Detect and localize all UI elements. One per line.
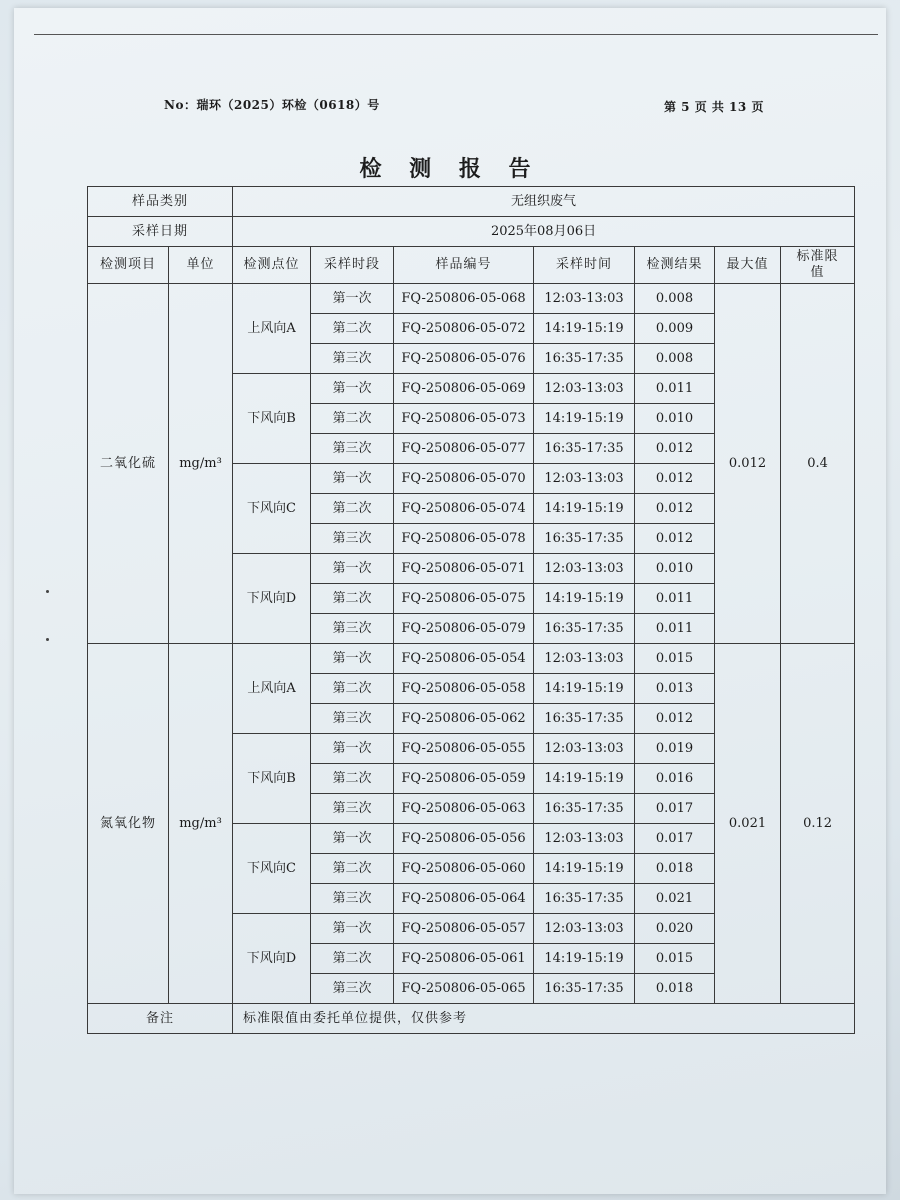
- result-cell: 0.020: [635, 914, 715, 944]
- sampling-point-cell: 下风向D: [233, 554, 311, 644]
- sampling-point-cell: 下风向B: [233, 374, 311, 464]
- sampling-point-cell: 下风向C: [233, 824, 311, 914]
- remarks-label: 备注: [88, 1004, 233, 1034]
- sampling-time-cell: 16:35-17:35: [534, 974, 635, 1004]
- sampling-time-cell: 14:19-15:19: [534, 314, 635, 344]
- result-cell: 0.010: [635, 554, 715, 584]
- sampling-period-cell: 第二次: [311, 854, 394, 884]
- sampling-time-cell: 14:19-15:19: [534, 674, 635, 704]
- result-cell: 0.013: [635, 674, 715, 704]
- result-cell: 0.012: [635, 434, 715, 464]
- sample-id-cell: FQ-250806-05-069: [394, 374, 534, 404]
- sampling-time-cell: 12:03-13:03: [534, 554, 635, 584]
- sampling-time-cell: 16:35-17:35: [534, 794, 635, 824]
- sample-id-cell: FQ-250806-05-075: [394, 584, 534, 614]
- column-header: 最大值: [715, 247, 781, 284]
- sampling-period-cell: 第二次: [311, 764, 394, 794]
- result-cell: 0.015: [635, 944, 715, 974]
- column-header: 样品编号: [394, 247, 534, 284]
- table-row: [88, 284, 855, 314]
- sampling-period-cell: 第一次: [311, 374, 394, 404]
- column-header: 采样时段: [311, 247, 394, 284]
- column-header-row: [88, 247, 855, 284]
- sampling-period-cell: 第三次: [311, 704, 394, 734]
- sample-id-cell: FQ-250806-05-056: [394, 824, 534, 854]
- sampling-time-cell: 14:19-15:19: [534, 584, 635, 614]
- result-cell: 0.019: [635, 734, 715, 764]
- max-value-cell: 0.012: [715, 284, 781, 644]
- sampling-period-cell: 第三次: [311, 524, 394, 554]
- sampling-time-cell: 12:03-13:03: [534, 284, 635, 314]
- sampling-time-cell: 16:35-17:35: [534, 344, 635, 374]
- result-cell: 0.012: [635, 494, 715, 524]
- result-cell: 0.015: [635, 644, 715, 674]
- sample-id-cell: FQ-250806-05-074: [394, 494, 534, 524]
- sampling-period-cell: 第三次: [311, 884, 394, 914]
- column-header: 检测项目: [88, 247, 169, 284]
- column-header: 单位: [169, 247, 233, 284]
- sample-id-cell: FQ-250806-05-078: [394, 524, 534, 554]
- sample-id-cell: FQ-250806-05-070: [394, 464, 534, 494]
- sampling-time-cell: 14:19-15:19: [534, 404, 635, 434]
- sampling-time-cell: 12:03-13:03: [534, 824, 635, 854]
- sampling-period-cell: 第二次: [311, 404, 394, 434]
- result-cell: 0.011: [635, 584, 715, 614]
- result-cell: 0.016: [635, 764, 715, 794]
- result-cell: 0.011: [635, 374, 715, 404]
- table-row: [88, 644, 855, 674]
- sample-id-cell: FQ-250806-05-073: [394, 404, 534, 434]
- sampling-period-cell: 第二次: [311, 314, 394, 344]
- sample-id-cell: FQ-250806-05-059: [394, 764, 534, 794]
- sample-id-cell: FQ-250806-05-063: [394, 794, 534, 824]
- sampling-point-cell: 下风向D: [233, 914, 311, 1004]
- sampling-point-cell: 下风向C: [233, 464, 311, 554]
- sampling-time-cell: 16:35-17:35: [534, 704, 635, 734]
- sample-type-value: 无组织废气: [233, 187, 855, 217]
- unit-cell: mg/m³: [169, 284, 233, 644]
- sampling-period-cell: 第三次: [311, 434, 394, 464]
- header-rule: [34, 34, 878, 35]
- sampling-time-cell: 14:19-15:19: [534, 944, 635, 974]
- max-value-cell: 0.021: [715, 644, 781, 1004]
- sampling-time-cell: 14:19-15:19: [534, 764, 635, 794]
- sample-id-cell: FQ-250806-05-057: [394, 914, 534, 944]
- result-cell: 0.017: [635, 794, 715, 824]
- sampling-period-cell: 第二次: [311, 584, 394, 614]
- sampling-time-cell: 16:35-17:35: [534, 524, 635, 554]
- result-cell: 0.012: [635, 464, 715, 494]
- test-item-cell: 二氧化硫: [88, 284, 169, 644]
- remarks-text: 标准限值由委托单位提供，仅供参考: [233, 1004, 855, 1034]
- column-header: 采样时间: [534, 247, 635, 284]
- sampling-time-cell: 12:03-13:03: [534, 914, 635, 944]
- sampling-period-cell: 第三次: [311, 794, 394, 824]
- paper-speck: [46, 590, 49, 593]
- sample-id-cell: FQ-250806-05-060: [394, 854, 534, 884]
- sampling-date-value: 2025年08月06日: [233, 217, 855, 247]
- sampling-date-label: 采样日期: [88, 217, 233, 247]
- sampling-point-cell: 下风向B: [233, 734, 311, 824]
- report-number: No：瑞环（2025）环检（0618）号: [164, 98, 380, 112]
- sample-id-cell: FQ-250806-05-072: [394, 314, 534, 344]
- sampling-period-cell: 第三次: [311, 614, 394, 644]
- result-cell: 0.012: [635, 524, 715, 554]
- result-cell: 0.008: [635, 344, 715, 374]
- sampling-period-cell: 第三次: [311, 344, 394, 374]
- sample-id-cell: FQ-250806-05-061: [394, 944, 534, 974]
- sampling-period-cell: 第一次: [311, 914, 394, 944]
- sampling-point-cell: 上风向A: [233, 644, 311, 734]
- result-cell: 0.018: [635, 974, 715, 1004]
- sample-id-cell: FQ-250806-05-076: [394, 344, 534, 374]
- sampling-period-cell: 第二次: [311, 494, 394, 524]
- sampling-time-cell: 16:35-17:35: [534, 884, 635, 914]
- result-cell: 0.008: [635, 284, 715, 314]
- sampling-period-cell: 第一次: [311, 824, 394, 854]
- sampling-point-cell: 上风向A: [233, 284, 311, 374]
- column-header: 检测结果: [635, 247, 715, 284]
- sampling-period-cell: 第一次: [311, 644, 394, 674]
- sample-id-cell: FQ-250806-05-064: [394, 884, 534, 914]
- sampling-time-cell: 14:19-15:19: [534, 494, 635, 524]
- sample-id-cell: FQ-250806-05-058: [394, 674, 534, 704]
- result-cell: 0.010: [635, 404, 715, 434]
- sampling-period-cell: 第一次: [311, 284, 394, 314]
- report-title: 检 测 报 告: [359, 156, 541, 182]
- column-header: 检测点位: [233, 247, 311, 284]
- report-page: [14, 8, 886, 1194]
- sampling-period-cell: 第一次: [311, 554, 394, 584]
- sample-id-cell: FQ-250806-05-079: [394, 614, 534, 644]
- sampling-period-cell: 第三次: [311, 974, 394, 1004]
- sampling-time-cell: 12:03-13:03: [534, 464, 635, 494]
- paper-speck: [46, 638, 49, 641]
- sampling-period-cell: 第一次: [311, 734, 394, 764]
- page-number: 第 5 页 共 13 页: [664, 100, 764, 114]
- sample-id-cell: FQ-250806-05-062: [394, 704, 534, 734]
- result-cell: 0.011: [635, 614, 715, 644]
- result-cell: 0.021: [635, 884, 715, 914]
- results-table: [87, 186, 855, 1034]
- sampling-period-cell: 第二次: [311, 944, 394, 974]
- sample-id-cell: FQ-250806-05-055: [394, 734, 534, 764]
- sampling-time-cell: 12:03-13:03: [534, 374, 635, 404]
- sample-id-cell: FQ-250806-05-065: [394, 974, 534, 1004]
- sample-id-cell: FQ-250806-05-068: [394, 284, 534, 314]
- sampling-time-cell: 12:03-13:03: [534, 734, 635, 764]
- result-cell: 0.018: [635, 854, 715, 884]
- sampling-time-cell: 14:19-15:19: [534, 854, 635, 884]
- sampling-time-cell: 12:03-13:03: [534, 644, 635, 674]
- standard-limit-cell: 0.4: [781, 284, 855, 644]
- result-cell: 0.017: [635, 824, 715, 854]
- remarks-row: [88, 1004, 855, 1034]
- unit-cell: mg/m³: [169, 644, 233, 1004]
- test-item-cell: 氮氧化物: [88, 644, 169, 1004]
- sample-id-cell: FQ-250806-05-077: [394, 434, 534, 464]
- sampling-period-cell: 第二次: [311, 674, 394, 704]
- standard-limit-cell: 0.12: [781, 644, 855, 1004]
- sample-type-label: 样品类别: [88, 187, 233, 217]
- sample-id-cell: FQ-250806-05-054: [394, 644, 534, 674]
- result-cell: 0.009: [635, 314, 715, 344]
- sampling-period-cell: 第一次: [311, 464, 394, 494]
- sampling-time-cell: 16:35-17:35: [534, 434, 635, 464]
- sample-id-cell: FQ-250806-05-071: [394, 554, 534, 584]
- sampling-time-cell: 16:35-17:35: [534, 614, 635, 644]
- results-table-wrap: [87, 186, 854, 1034]
- column-header: 标准限值: [781, 247, 855, 284]
- result-cell: 0.012: [635, 704, 715, 734]
